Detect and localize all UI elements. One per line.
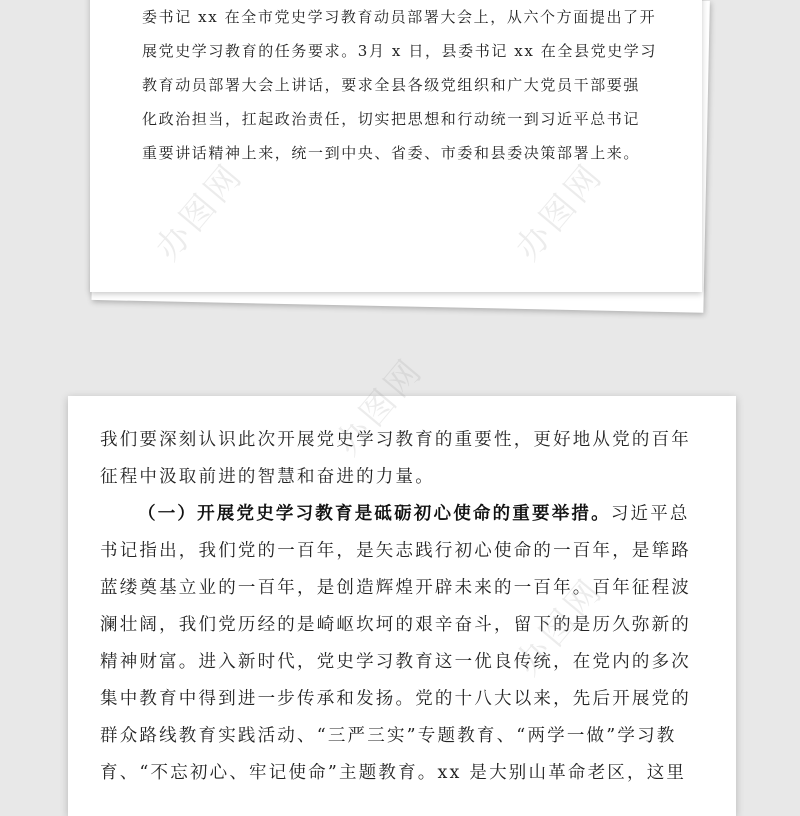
text-line: 群众路线教育实践活动、“三严三实”专题教育、“两学一做”学习教 [100,726,677,746]
text-line: 委书记 xx 在全市党史学习教育动员部署大会上，从六个方面提出了开 [142,8,657,26]
page-2 [68,396,736,816]
section-heading: （一）开展党史学习教育是砥砺初心使命的重要举措。 [138,504,611,524]
page-1 [90,0,702,292]
section-heading-line [100,496,720,533]
text-line: 育、“不忘初心、牢记使命”主题教育。xx 是大别山革命老区，这里 [100,763,687,783]
text-line: 重要讲话精神上来，统一到中央、省委、市委和县委决策部署上来。 [142,144,641,162]
page-1-text [142,0,672,170]
text-line: 蓝缕奠基立业的一百年，是创造辉煌开辟未来的一百年。百年征程波 [100,578,691,598]
page-2-text [100,422,720,792]
text-line: 我们要深刻认识此次开展党史学习教育的重要性，更好地从党的百年 [100,430,691,450]
heading-tail-text: 习近平总 [610,504,690,524]
text-line: 澜壮阔，我们党历经的是崎岖坎坷的艰辛奋斗，留下的是历久弥新的 [100,615,691,635]
page-1-stack [90,0,710,310]
text-line: 征程中汲取前进的智慧和奋进的力量。 [100,467,435,487]
text-line: 展党史学习教育的任务要求。3月 x 日，县委书记 xx 在全县党史学习 [142,42,657,60]
text-line: 书记指出，我们党的一百年，是矢志践行初心使命的一百年，是筚路 [100,541,691,561]
text-line: 精神财富。进入新时代，党史学习教育这一优良传统，在党内的多次 [100,652,691,672]
text-line: 教育动员部署大会上讲话，要求全县各级党组织和广大党员干部要强 [142,76,641,94]
text-line: 化政治担当，扛起政治责任，切实把思想和行动统一到习近平总书记 [142,110,641,128]
text-line: 集中教育中得到进一步传承和发扬。党的十八大以来，先后开展党的 [100,689,691,709]
